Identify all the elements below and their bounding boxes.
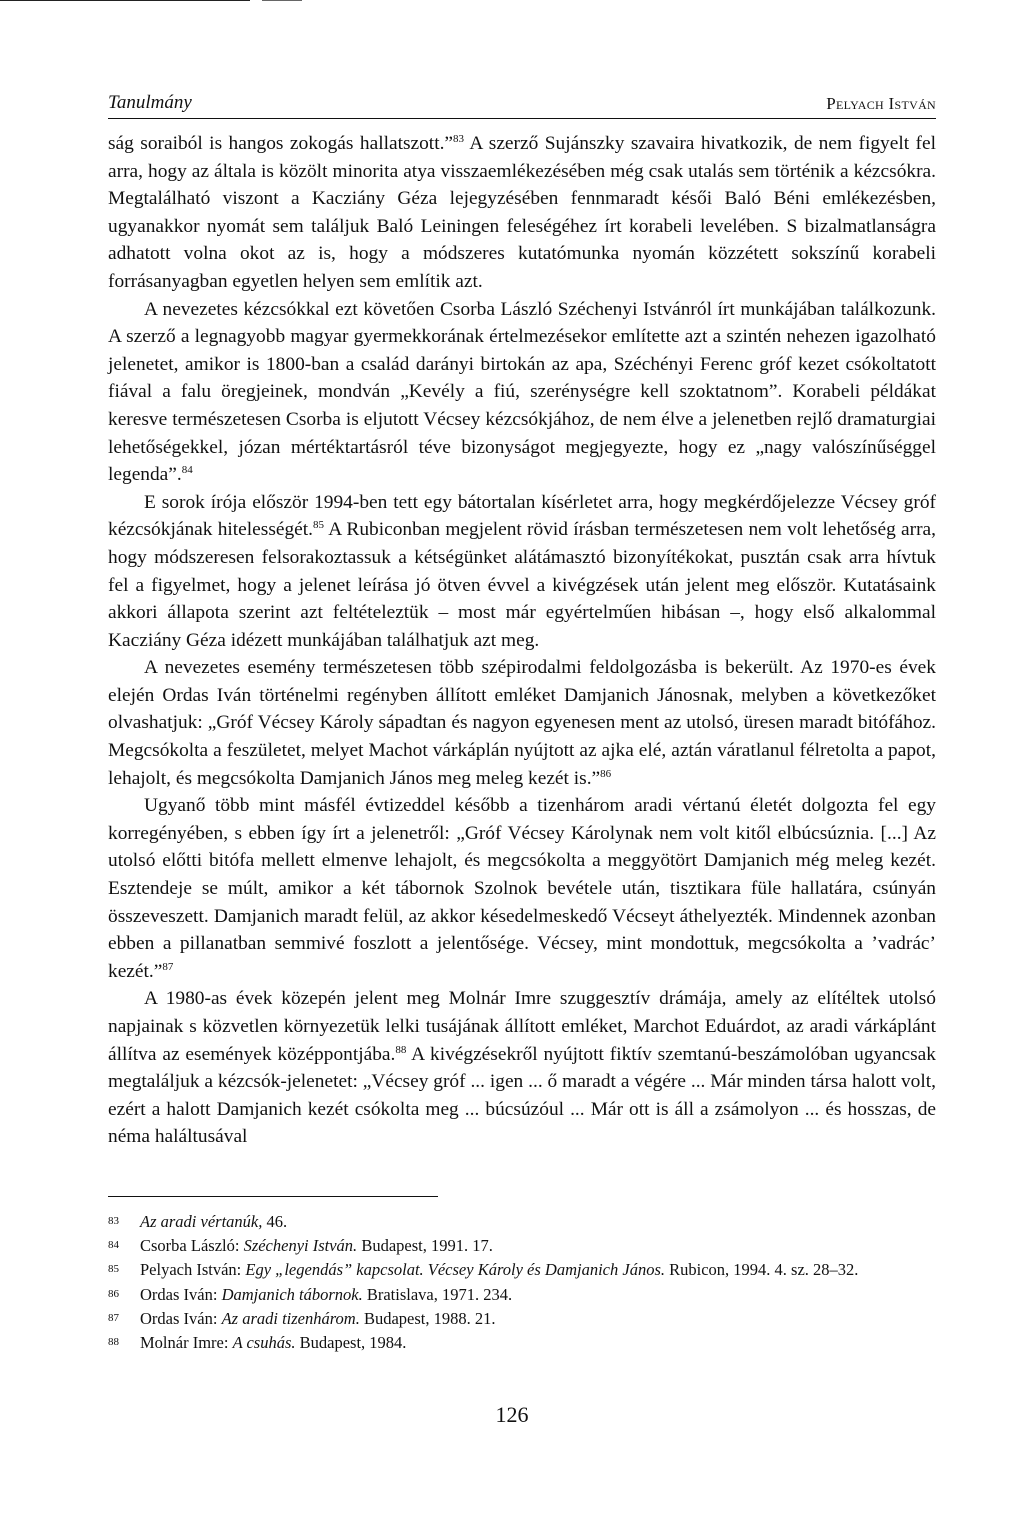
footnote-reference: 84 (181, 464, 193, 477)
footnote-text: Budapest, 1988. 21. (359, 1308, 496, 1328)
footnote (108, 1210, 936, 1234)
footnote-reference: 87 (162, 960, 174, 973)
header-section-title: Tanulmány (108, 92, 192, 113)
footnote-title: Az aradi tizenhárom. (221, 1308, 360, 1328)
footnote-number: 87 (108, 1311, 119, 1324)
footnote (108, 1234, 936, 1258)
footnote-text: Rubicon, 1994. 4. sz. 28–32. (665, 1260, 859, 1280)
footnote (108, 1331, 936, 1355)
header-author-name: Pelyach István (826, 94, 936, 113)
footnote-text: Csorba László: (140, 1236, 244, 1256)
footnote-title: Damjanich tábornok. (221, 1284, 363, 1304)
running-header (108, 90, 936, 119)
footnote-text: Ordas Iván: (140, 1284, 222, 1304)
paragraph-text: A Rubiconban megjelent rövid írásban természetesen nem volt lehetőség arra, hogy módszeresen felsorakoztassuk a kétségünket alátámasztó bizonyítékokat, pusztán csak arra hívtuk fel a figyelmet, hogy a jelenet leírása jó ötven évvel a kivégzések után jelent meg először. Kutatásaink akkori állapota szerint azt feltételeztük – most már egyértelműen hibásan –, hogy első alkalommal Kacziány Géza idézett munkájában találhatjuk azt meg. (108, 519, 936, 651)
footnote-reference: 86 (600, 767, 612, 780)
paragraph (108, 654, 936, 792)
footnote-text: Budapest, 1984. (295, 1333, 407, 1353)
page-number: 126 (495, 1402, 529, 1427)
footnote (108, 1258, 936, 1282)
footnote-text: 46. (262, 1212, 288, 1231)
footnote-text: Pelyach István: (140, 1260, 246, 1280)
paragraph-text: A nevezetes esemény természetesen több szépirodalmi feldolgozásba is bekerült. Az 1970-es évek elején Ordas Iván történelmi regényben állított emléket Damjanich Jánosnak, melyben a következőket olvashatjuk: „Gróf Vécsey Károly sápadtan és nagyon egyenesen ment az utolsó, üresen maradt bitófához. Megcsókolta a feszületet, melyet Machot várkáplán nyújtott az ajka elé, aztán váratlanul félretolta a papot, lehajolt, és megcsókolta Damjanich János meg meleg kezét is.” (108, 657, 936, 789)
paragraph (108, 792, 936, 985)
footnote-title: A csuhás. (232, 1333, 296, 1353)
footnote-number: 83 (108, 1215, 119, 1227)
footnote-number: 85 (108, 1263, 119, 1276)
footnote-title: Széchenyi István. (243, 1236, 358, 1256)
footnote-reference: 83 (453, 133, 465, 145)
footnote-number: 88 (108, 1336, 119, 1349)
paragraph (108, 489, 936, 655)
footnote-text: Bratislava, 1971. 234. (362, 1284, 513, 1304)
footnote-title: Az aradi vértanúk, (140, 1212, 263, 1231)
footnote-reference: 85 (313, 519, 325, 532)
footnote-title: Egy „legendás” kapcsolat. Vécsey Károly és Damjanich János. (245, 1260, 665, 1280)
top-edge-rule-fragment (262, 0, 302, 1)
paragraph (108, 296, 936, 489)
top-edge-rule (0, 0, 250, 1)
footnote-separator (108, 1196, 438, 1197)
footnote (108, 1283, 936, 1307)
paragraph (108, 130, 936, 296)
paragraph-text: E sorok írója először 1994-ben tett egy bátortalan kísérletet arra, hogy megkérdőjelezze Vécsey gróf kézcsókjának hitelességét. (108, 491, 936, 541)
footnote-text: Budapest, 1991. 17. (357, 1236, 493, 1256)
paragraph-text: A kivégzésekről nyújtott fiktív szemtanú-beszámolóban ugyancsak megtaláljuk a kézcsók-jelenetet: „Vécsey gróf ... igen ... ő maradt a végére ... Már minden társa halott volt, ezért a halott Damjanich kezét csókolta meg ... búcsúzóul ... Már ott is áll a zsámolyon ... és hosszas, de néma haláltusával (108, 1043, 936, 1148)
paragraph-text: A nevezetes kézcsókkal ezt követően Csorba László Széchenyi Istvánról írt munkájában találkozunk. A szerző a legnagyobb magyar gyermekkorának értelmezésekor említette azt a szintén nehezen igazolható jelenetet, amikor is 1800-ban a család darányi birtokán az apa, Széchényi Ferenc gróf kezet csókoltatott fiával a falu öregjeinek, mondván „Kevély a fiú, szerénységre kell szoktatnom”. Korabeli példákat keresve természetesen Csorba is eljutott Vécsey kézcsókjához, de nem élve a jelenetben rejlő dramaturgiai lehetőségekkel, józan mértéktartásról téve bizonyságot megjegyezte, hogy ez „nagy valószínűséggel legenda”. (108, 298, 936, 486)
footnote (108, 1307, 936, 1331)
footnote-number: 86 (108, 1287, 119, 1300)
footnote-text: Ordas Iván: (140, 1308, 222, 1328)
paragraph-text: A 1980-as évek közepén jelent meg Molnár Imre szuggesztív drámája, amely az elítéltek utolsó napjainak s közvetlen környezetük lelki tusájának állított emléket, Marchot Eduárdot, az aradi várkáplánt állítva az események középpontjába. (108, 988, 936, 1065)
article-body (108, 130, 936, 1151)
paragraph-text: Ugyanő több mint másfél évtizeddel később a tizenhárom aradi vértanú életét dolgozta fel egy korregényében, s ebben így írt a jelenetről: „Gróf Vécsey Károlynak nem volt kitől elbúcsúznia. [...] Az utolsó előtti bitófa mellett elmenve lehajolt, és megcsókolta a meggyötört Damjanich még meleg kezét. Esztendeje se múlt, amikor a két tábornok Szolnok bevétele után, tisztikara füle hallatára, csúnyán összeveszett. Damjanich maradt felül, az akkor késedelmeskedő Vécseyt áthelyezték. Mindennek azonban ebben a pillanatban semmivé foszlott a jelentősége. Vécsey, mint mondottuk, megcsókolta a ’vadrác’ kezét.” (108, 795, 936, 982)
paragraph-text: A szerző Sujánszky szavaira hivatkozik, de nem figyelt fel arra, hogy az általa is közölt minorita atya visszaemlékezésében még csak utalás sem történik a kézcsókra. Megtalálható viszont a Kacziány Géza lejegyzésében fennmaradt késői Baló Béni emlékezésben, ugyanakkor nyomát sem találjuk Baló Leiningen feleségéhez írt korabeli levelében. S bizalmatlanságra adhatott volna okot az is, hogy a módszeres kutatómunka nyomán közzétett sokszínű korabeli forrásanyagban egyetlen helyen sem említik azt. (108, 133, 936, 292)
footnotes (108, 1210, 936, 1355)
paragraph (108, 985, 936, 1151)
footnote-reference: 88 (395, 1043, 407, 1056)
paragraph-text: ság soraiból is hangos zokogás hallatszott.” (108, 133, 454, 154)
footnote-number: 84 (108, 1239, 119, 1252)
footnote-text: Molnár Imre: (140, 1333, 233, 1353)
